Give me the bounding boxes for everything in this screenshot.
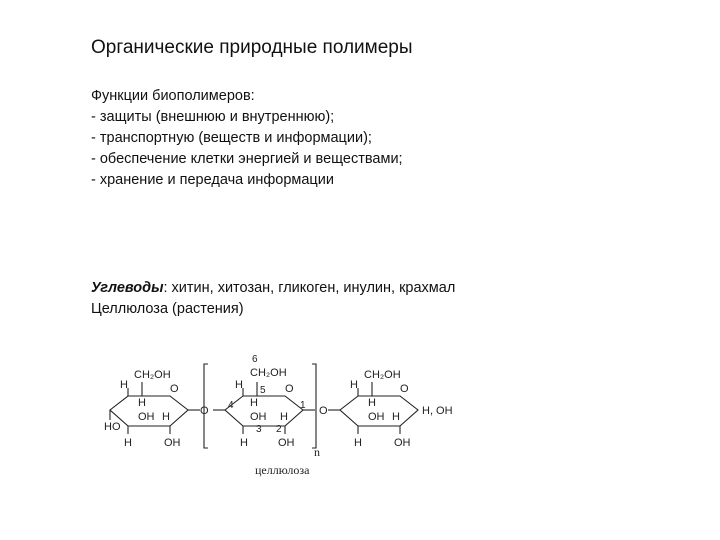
ring-mid-carbon-5: 5 — [260, 385, 266, 396]
ring-right-h-bot: H — [354, 437, 362, 449]
ring-left-ho: HO — [104, 421, 121, 433]
ring-right-h-top: H — [350, 379, 358, 391]
cellulose-structure-svg — [100, 348, 480, 478]
ring-mid-carbon-2: 2 — [276, 424, 282, 435]
ring-mid-carbon-6: 6 — [252, 354, 258, 365]
ring-left-o: O — [170, 383, 179, 395]
ring-mid-h-right: H — [280, 411, 288, 423]
diagram-caption: целлюлоза — [255, 463, 310, 477]
carbohydrates-block — [91, 278, 455, 320]
ring-left-h-bot: H — [124, 437, 132, 449]
ring-right-h-right: H — [392, 411, 400, 423]
bracket-right — [312, 364, 316, 448]
function-item: - обеспечение клетки энергией и веществами; — [91, 151, 403, 167]
function-item: - защиты (внешнюю и внутреннюю); — [91, 109, 335, 125]
ring-right-oh-mid: OH — [368, 411, 385, 423]
ring-right-oh-bot: OH — [394, 437, 411, 449]
cellulose-line: Целлюлоза (растения) — [91, 301, 244, 317]
cellulose-structure-diagram — [100, 348, 480, 478]
functions-block — [91, 86, 403, 191]
ring-mid-h-bot: H — [240, 437, 248, 449]
bridge-oxygen-2: O — [319, 405, 328, 417]
ring-left-h-mid: H — [138, 397, 146, 409]
ring-left-h-low: H — [162, 411, 170, 423]
ring-mid-carbon-4: 4 — [228, 400, 234, 411]
ring-mid-carbon-1: 1 — [300, 400, 306, 411]
ring-right-h-mid: H — [368, 397, 376, 409]
ring-left-h-top: H — [120, 379, 128, 391]
ring-mid-carbon-3: 3 — [256, 424, 262, 435]
ring-mid-ch2oh: CH₂OH — [250, 367, 287, 379]
ring-mid-o: O — [285, 383, 294, 395]
ring-left-oh-bot: OH — [164, 437, 181, 449]
ring-right-ch2oh: CH₂OH — [364, 369, 401, 381]
carbohydrates-line — [91, 278, 455, 299]
ring-left-oh-mid: OH — [138, 411, 155, 423]
carbohydrates-label: Углеводы — [91, 280, 164, 296]
functions-heading: Функции биополимеров: — [91, 88, 255, 104]
ring-mid-oh-mid: OH — [250, 411, 267, 423]
repeat-subscript-n: n — [314, 445, 320, 459]
ring-mid-oh-bot: OH — [278, 437, 295, 449]
ring-mid-h-top: H — [235, 379, 243, 391]
bridge-oxygen-1: O — [200, 405, 209, 417]
function-item: - хранение и передача информации — [91, 172, 334, 188]
carbohydrates-list: : хитин, хитозан, гликоген, инулин, крахмал — [163, 280, 456, 296]
slide-title: Органические природные полимеры — [91, 37, 413, 58]
ring-right-o: O — [400, 383, 409, 395]
ring-mid-h-mid: H — [250, 397, 258, 409]
end-group-label: H, OH — [422, 405, 453, 417]
ring-left-ch2oh: CH₂OH — [134, 369, 171, 381]
function-item: - транспортную (веществ и информации); — [91, 130, 372, 146]
